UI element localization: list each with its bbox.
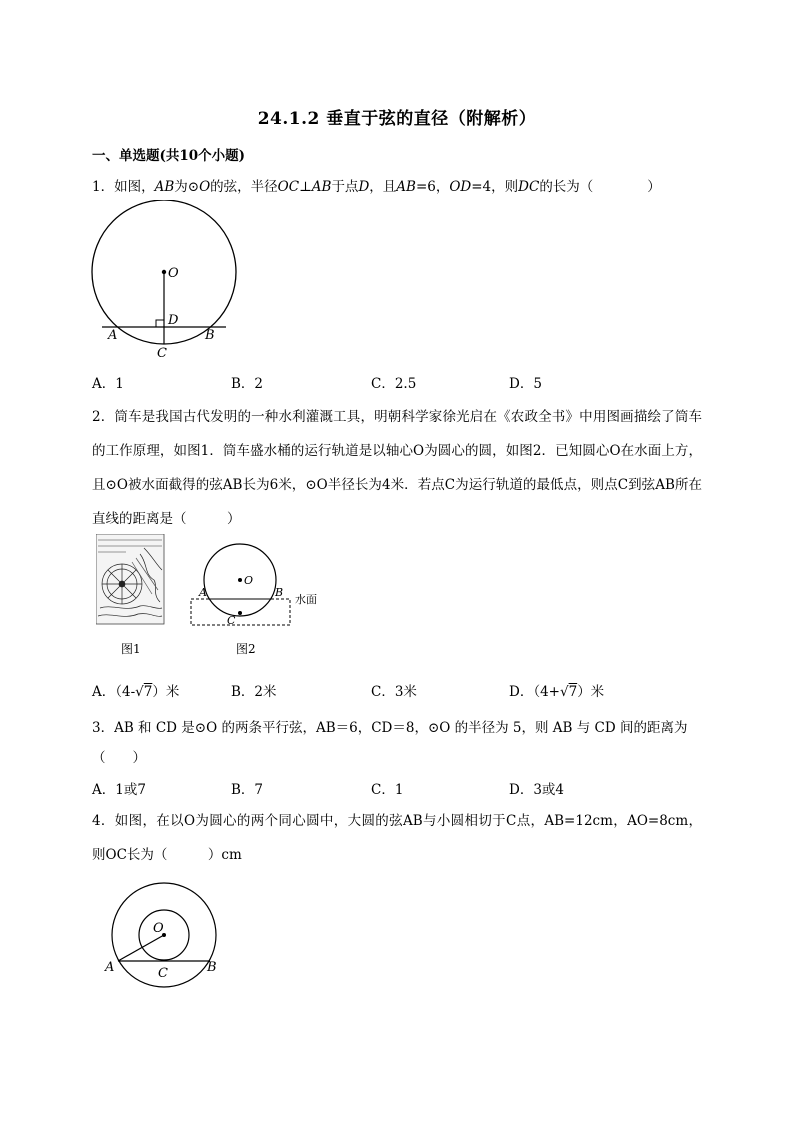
sqrt-symbol: √ [559,684,569,700]
q1-option-c[interactable]: C．2.5 [371,376,417,392]
question-1-figure [88,200,248,365]
q3-option-d[interactable]: D．3或4 [509,782,565,798]
label-a: A [105,960,115,975]
sqrt-symbol: √ [135,684,144,700]
label-c: C [157,346,167,361]
q2-option-d[interactable]: D．（4+√7）米 [509,684,605,700]
label-a: A [199,586,207,599]
center-point [238,578,242,582]
page-title: 24.1.2 垂直于弦的直径（附解析） [257,109,537,129]
lowest-point [238,611,242,615]
q2-option-a[interactable]: A．（4-√7）米 [92,684,180,700]
caption-figure-2: 图2 [236,642,256,656]
q3-option-c[interactable]: C．1 [371,782,404,798]
question-4-figure [100,880,230,1000]
q2-option-b[interactable]: B．2米 [231,684,277,700]
question-2-text: 2．筒车是我国古代发明的一种水利灌溉工具，明朝科学家徐光启在《农政全书》中用图画描绘了筒车的工作原理，如图1．筒车盛水桶的运行轨道是以轴心O为圆心的圆，如图2．已知圆心O在水面上方，且⊙O被水面截得的弦AB长为6米，⊙O半径长为4米．若点C为运行轨道的最低点，则点C到弦AB所在直线的距离是（ ） [92,409,702,527]
label-o: O [168,266,179,281]
q2-option-c[interactable]: C．3米 [371,684,417,700]
label-water-surface: 水面 [295,593,317,606]
segment-ao [118,935,164,961]
q1-option-a[interactable]: A．1 [92,376,124,392]
label-b: B [207,960,217,975]
right-angle-mark [156,320,164,327]
question-3-text: 3．AB 和 CD 是⊙O 的两条平行弦，AB＝6，CD＝8，⊙O 的半径为 5，则 AB 与 CD 间的距离为 [92,720,688,736]
q3-option-b[interactable]: B．7 [231,782,264,798]
label-o: O [153,921,164,936]
label-o: O [244,574,254,587]
water-wheel-illustration [96,534,166,626]
question-2-figure [185,540,335,630]
label-d: D [168,313,179,328]
question-3-paren: （ ） [92,750,146,766]
label-a: A [108,328,118,343]
question-1-text: 1．如图，AB为⊙O的弦，半径OC⊥AB于点D，且AB=6，OD=4，则DC的长为（ ） [92,179,661,195]
q1-option-d[interactable]: D．5 [509,376,542,392]
label-b: B [205,328,215,343]
q3-option-a[interactable]: A．1或7 [92,782,146,798]
center-point [162,270,166,274]
q1-option-b[interactable]: B．2 [231,376,264,392]
caption-figure-1: 图1 [121,642,141,656]
question-4-text: 4．如图，在以O为圆心的两个同心圆中，大圆的弦AB与小圆相切于C点，AB=12cm，AO=8cm，则OC长为（ ）cm [92,813,702,863]
label-c: C [227,614,236,627]
label-c: C [158,966,168,981]
section-heading: 一、单选题(共10个小题) [92,148,246,164]
label-b: B [275,586,284,599]
